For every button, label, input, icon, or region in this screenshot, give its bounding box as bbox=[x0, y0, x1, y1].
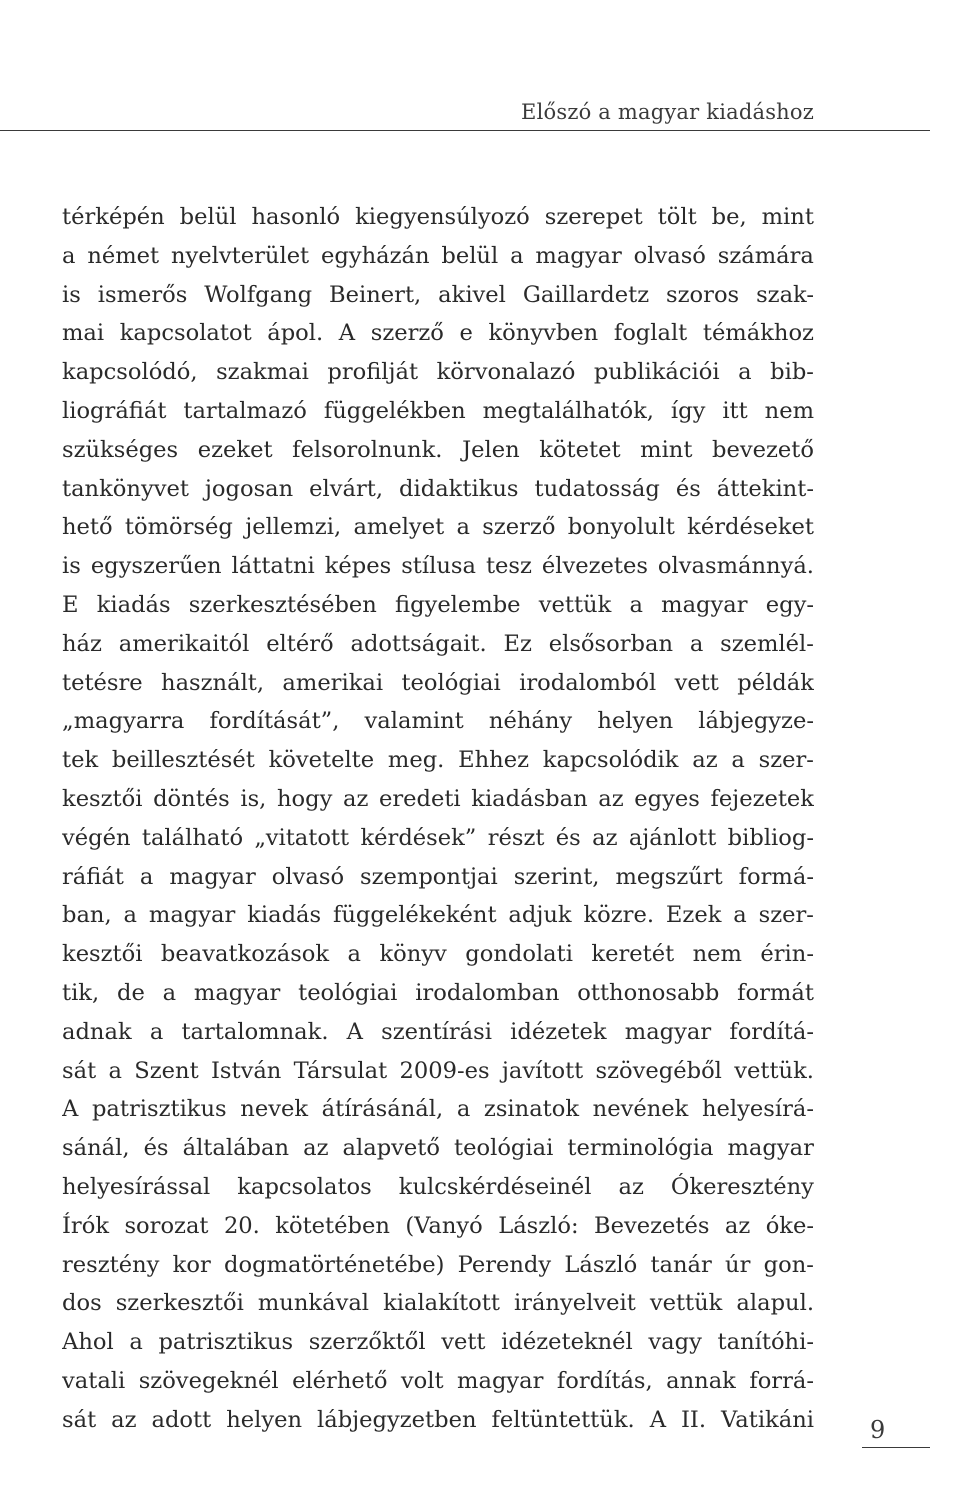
running-head: Előszó a magyar kiadáshoz bbox=[521, 100, 814, 124]
page-number: 9 bbox=[870, 1416, 886, 1444]
text-line: Ahol a patrisztikus szerzőktől vett idézeteknél vagy tanítóhi- bbox=[62, 1329, 814, 1356]
text-line: kesztői döntés is, hogy az eredeti kiadásban az egyes fejezetek bbox=[62, 785, 814, 812]
text-line: is ismerős Wolfgang Beinert, akivel Gaillardetz szoros szak- bbox=[62, 281, 814, 308]
text-line: sánál, és általában az alapvető teológiai terminológia magyar bbox=[62, 1135, 814, 1162]
text-line: végén található „vitatott kérdések” részt és az ajánlott bibliog- bbox=[62, 824, 814, 851]
text-line: kapcsolódó, szakmai profilját körvonalazó publikációi a bib- bbox=[62, 359, 814, 386]
text-line: ban, a magyar kiadás függelékeként adjuk közre. Ezek a szer- bbox=[62, 902, 814, 929]
text-line: adnak a tartalomnak. A szentírási idézetek magyar fordítá- bbox=[62, 1018, 814, 1045]
text-line: a német nyelvterület egyházán belül a magyar olvasó számára bbox=[62, 242, 814, 269]
page-number-rule bbox=[862, 1447, 930, 1448]
text-line: helyesírással kapcsolatos kulcskérdéseinél az Ókeresztény bbox=[62, 1173, 814, 1200]
text-line: resztény kor dogmatörténetébe) Perendy László tanár úr gon- bbox=[62, 1251, 814, 1278]
text-line: ráfiát a magyar olvasó szempontjai szerint, megszűrt formá- bbox=[62, 863, 814, 890]
text-line: sát a Szent István Társulat 2009-es javított szövegéből vettük. bbox=[62, 1057, 814, 1084]
text-line: mai kapcsolatot ápol. A szerző e könyvben foglalt témákhoz bbox=[62, 320, 814, 347]
text-line: ház amerikaitól eltérő adottságait. Ez elsősorban a szemlél- bbox=[62, 630, 814, 657]
text-line: hető tömörség jellemzi, amelyet a szerző bonyolult kérdéseket bbox=[62, 514, 814, 541]
text-line: is egyszerűen láttatni képes stílusa tesz élvezetes olvasmánnyá. bbox=[62, 553, 814, 580]
text-line: „magyarra fordítását”, valamint néhány helyen lábjegyze- bbox=[62, 708, 814, 735]
text-line: térképén belül hasonló kiegyensúlyozó szerepet tölt be, mint bbox=[62, 204, 814, 230]
text-line: A patrisztikus nevek átírásánál, a zsinatok nevének helyesírá- bbox=[62, 1096, 814, 1123]
text-line: kesztői beavatkozások a könyv gondolati keretét nem érin- bbox=[62, 941, 814, 968]
text-line: tankönyvet jogosan elvárt, didaktikus tudatosság és áttekint- bbox=[62, 475, 814, 502]
text-line: sát az adott helyen lábjegyzetben feltüntettük. A II. Vatikáni bbox=[62, 1406, 814, 1433]
text-line: vatali szövegeknél elérhető volt magyar fordítás, annak forrá- bbox=[62, 1367, 814, 1394]
text-line: E kiadás szerkesztésében figyelembe vettük a magyar egy- bbox=[62, 591, 814, 618]
text-line: Írók sorozat 20. kötetében (Vanyó László: Bevezetés az óke- bbox=[62, 1212, 814, 1239]
text-line: tetésre használt, amerikai teológiai irodalomból vett példák bbox=[62, 669, 814, 696]
text-line: szükséges ezeket felsorolnunk. Jelen kötetet mint bevezető bbox=[62, 436, 814, 463]
text-line: dos szerkesztői munkával kialakított irányelveit vettük alapul. bbox=[62, 1290, 814, 1317]
text-line: tik, de a magyar teológiai irodalomban otthonosabb formát bbox=[62, 979, 814, 1006]
body-text bbox=[62, 198, 814, 1440]
text-line: liográfiát tartalmazó függelékben megtalálhatók, így itt nem bbox=[62, 397, 814, 424]
text-line: tek beillesztését követelte meg. Ehhez kapcsolódik az a szer- bbox=[62, 747, 814, 774]
header-rule bbox=[0, 130, 930, 131]
